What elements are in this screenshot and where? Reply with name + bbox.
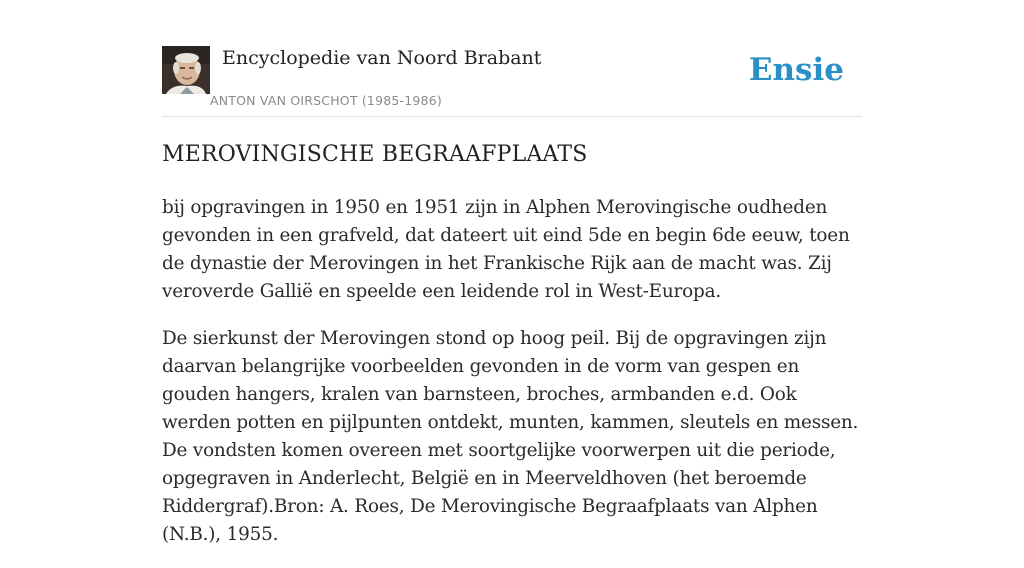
header: [162, 46, 862, 117]
article-title: MEROVINGISCHE BEGRAAFPLAATS: [162, 142, 588, 167]
article: [162, 140, 862, 568]
article-paragraph: bij opgravingen in 1950 en 1951 zijn in Alphen Merovingische oudheden gevonden in een grafveld, dat dateert uit eind 5de en begin 6de eeuw, toen de dynastie der Merovingen in het Frankische Rijk aan de macht was. Zij veroverde Gallië en speelde een leidende rol in West-Europa.: [162, 197, 850, 302]
author-avatar[interactable]: [162, 46, 210, 94]
source-title[interactable]: Encyclopedie van Noord Brabant: [222, 47, 542, 69]
author-portrait-icon: [162, 46, 210, 94]
article-paragraph: De sierkunst der Merovingen stond op hoog peil. Bij de opgravingen zijn daarvan belangrijke voorbeelden gevonden in de vorm van gespen en gouden hangers, kralen van barnsteen, broches, armbanden e.d. Ook werden potten en pijlpunten ontdekt, munten, kammen, sleutels en messen. De vondsten komen overeen met soortgelijke voorwerpen uit die periode, opgegraven in Anderlecht, België en in Meerveldhoven (het beroemde Riddergraf).Bron: A. Roes, De Merovingische Begraafplaats van Alphen (N.B.), 1955.: [162, 328, 859, 545]
brand-logo[interactable]: Ensie: [748, 52, 844, 88]
author-name[interactable]: ANTON VAN OIRSCHOT (1985-1986): [210, 93, 442, 108]
